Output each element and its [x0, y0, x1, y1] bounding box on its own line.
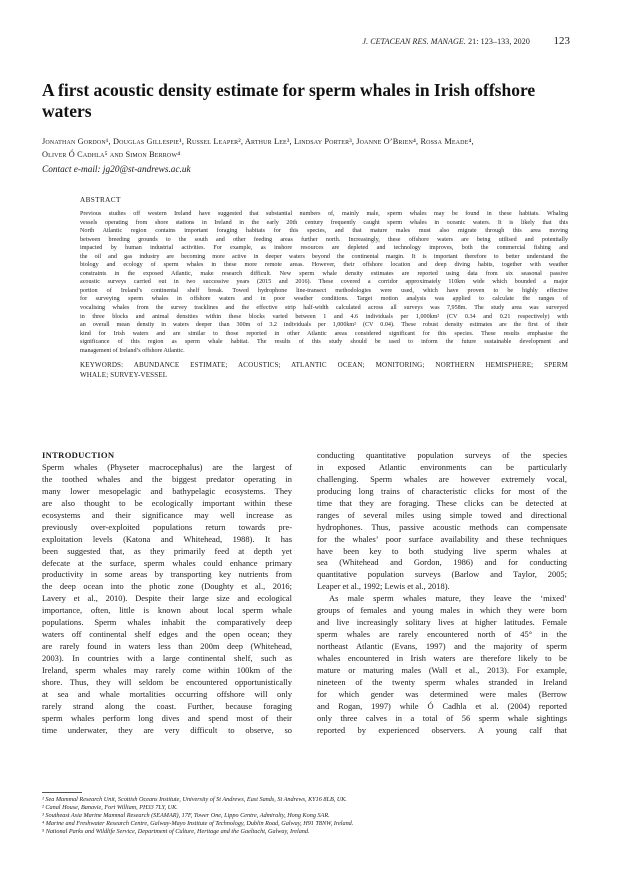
abstract-line: significance of this region as sperm whale habitat. The results of this study should be used to inform the future sustainable development and	[80, 339, 568, 346]
right-column	[317, 450, 567, 737]
abstract-line: vocalising whales from the survey tracklines and the effective strip half-width calculated across all surveys was 7,958m. The study area was surveyed	[80, 305, 568, 312]
article-title: A first acoustic density estimate for sperm whales in Irish offshore waters	[42, 80, 536, 121]
body-line: been suggested that, as they primarily feed at depth yet	[42, 545, 292, 556]
page-number: 123	[553, 35, 570, 47]
body-line: at sea and whale mortalities occurring offshore will only	[42, 688, 292, 699]
body-line: mature or maturing males (Wall et al., 2013). For example,	[317, 664, 567, 675]
body-line: are also thought to be ecologically important within these	[42, 497, 292, 508]
abstract-line: management of Ireland’s offshore Atlantic.	[80, 347, 185, 354]
abstract-line: kind for Irish waters and are similar to those reported in other Atlantic areas considered significant for this species. These results emphasise the	[80, 330, 568, 337]
abstract-line: North Atlantic region contains important foraging habitats for this species, and that mature males must also migrate through this area moving	[80, 228, 568, 235]
body-line: Lavery et al., 2010). Despite their large size and ecological	[42, 593, 292, 604]
body-line: importance, often, little is known about local sperm whale	[42, 605, 292, 616]
body-line: time that they are foraging. These clicks can be detected at	[317, 497, 567, 508]
body-line: nineteen of the twenty sperm whales stranded in Ireland	[317, 676, 567, 687]
abstract-line: the oil and gas industry are becoming more active in deeper waters beyond the continental margin. It is important therefore to better understand the	[80, 253, 568, 260]
footnote: ² Canal House, Banavie, Fort William, PH33 7LY, UK.	[42, 804, 178, 812]
body-line: waters off continental shelf edges and the open ocean; they	[42, 629, 292, 640]
abstract-line: constraints in the exposed Atlantic, make research difficult. New sperm whale density estimates are reported using data from six seasonal passive	[80, 270, 568, 277]
abstract-heading: ABSTRACT	[80, 196, 121, 204]
section-heading: INTRODUCTION	[42, 450, 115, 460]
body-line: ranges of several miles using simple towed and directional	[317, 509, 567, 520]
keywords	[80, 361, 568, 380]
footnote: ³ Southeast Asia Marine Mammal Research (SEAMAR), 17F, Tower One, Lippo Centre, Admiralty, Hong Kong SAR.	[42, 812, 330, 820]
body-line: challenging. Sperm whales are however extremely vocal,	[317, 473, 567, 484]
abstract-text	[80, 210, 568, 355]
body-line: ecosystems and their significance may well increase as	[42, 509, 292, 520]
abstract-line: portion of Ireland’s continental shelf break. Towed hydrophone line-transect methodologies were used, which have proven to be highly effective	[80, 287, 568, 294]
abstract	[80, 196, 568, 380]
author-list	[42, 136, 582, 161]
body-line: reported by experienced observers. A young calf that	[317, 724, 567, 735]
body-line: sea (Whitehead and Gordon, 1986) and for conducting	[317, 557, 567, 568]
body-line: As male sperm whales mature, they leave the ‘mixed’	[329, 593, 567, 604]
body-line: previously over-exploited populations return towards pre-	[42, 521, 292, 532]
body-line: producing long trains of characteristic clicks for most of the	[317, 485, 567, 496]
footnotes	[42, 796, 582, 836]
author-line: Oliver Ó Cadhla⁵ and Simon Berrow⁴	[42, 149, 181, 159]
body-line: are rarely found in waters less than 200m deep (Whitehead,	[42, 641, 292, 652]
body-line: quantitative population surveys (Barlow and Taylor, 2005;	[317, 569, 567, 580]
body-line: Ireland, sperm whales may rarely come within 100km of the	[42, 664, 292, 675]
footnote: ¹ Sea Mammal Research Unit, Scottish Oceans Institute, University of St Andrews, East Sands, St Andrews, KY16 8LB, UK.	[42, 796, 347, 803]
journal-name: J. CETACEAN RES. MANAGE.	[362, 37, 466, 46]
body-line: have been key to both studying live sperm whales at	[317, 545, 567, 556]
body-line: northeast Atlantic (Evans, 1997) and the majority of sperm	[317, 641, 567, 651]
keywords-line: KEYWORDS: ABUNDANCE ESTIMATE; ACOUSTICS; ATLANTIC OCEAN; MONITORING; NORTHERN HEMISPHERE; SPERM	[80, 361, 568, 370]
body-line: exploitation levels (Katona and Whitehead, 1988). It has	[42, 533, 292, 544]
body-line: time underwater, they are very difficult to observe, so	[42, 724, 292, 735]
body-line: and Rogan, 1997) while Ó Cadhla et al. (2004) reported	[317, 700, 567, 711]
body-line: Leaper et al., 1992; Lewis et al., 2018).	[317, 581, 450, 592]
abstract-line: Previous studies off western Ireland have suggested that substantial numbers of, mainly male, sperm whales may be found in these habitats. Whaling	[80, 211, 568, 217]
body-line: 2003). In countries with a large continental shelf, such as	[42, 653, 292, 663]
body-line: many lower mesopelagic and bathypelagic ecosystems. They	[42, 485, 292, 496]
body-line: the toothed whales and the biggest predator operating in	[42, 473, 292, 484]
body-line: and live increasingly solitary lives at higher latitudes. Female	[317, 617, 567, 628]
abstract-line: an overall mean density in waters deeper than 300m of 3.2 individuals per 1,000km² (CV 0.04). These robust density estimates are the first of their	[80, 322, 568, 329]
body-line: shore. Thus, they will seldom be encountered opportunistically	[42, 676, 292, 687]
abstract-line: for surveying sperm whales in offshore waters and in poor weather conditions. Target motion analysis was applied to calculate the ranges of	[80, 296, 568, 303]
abstract-line: between breeding grounds to the south and other feeding areas further north. Increasingly, these offshore waters are being utilised and potentially	[80, 236, 568, 243]
journal-citation	[362, 37, 530, 46]
footnote: ⁴ Marine and Freshwater Research Centre, Galway-Mayo Institute of Technology, Dublin Road, Galway, H91 T8NW, Ireland.	[42, 820, 354, 828]
footnote: ⁵ National Parks and Wildlife Service, Department of Culture, Heritage and the Gaeltacht, Galway, Ireland.	[42, 828, 310, 836]
keywords-line: WHALE; SURVEY-VESSEL	[80, 370, 168, 379]
body-line: for the whales’ poor surface availability and these techniques	[317, 533, 567, 544]
body-line: Sperm whales (Physeter macrocephalus) are the largest of	[42, 462, 292, 472]
body-line: productivity in some areas by transporting key nutrients from	[42, 569, 292, 580]
body-line: sperm whales are rarely encountered north of 45° in the	[317, 629, 567, 640]
abstract-line: biology and ecology of sperm whales in these more remote areas. However, their offshore location and deep diving habits, together with weather	[80, 262, 568, 269]
abstract-line: in three blocks and animal densities within these blocks varied between 1 and 4.6 individuals per 1,000km² (CV 0.34 and 0.21 respectively) with	[80, 313, 568, 320]
abstract-line: impacted by human industrial activities. For example, as inshore resources are depleted and technology improves, both the commercial fishing and	[80, 245, 568, 252]
author-line: Jonathan Gordon¹, Douglas Gillespie¹, Russel Leaper², Arthur Lee³, Lindsay Porter³, Joanne O’Brien⁴, Rossa Meade⁴,	[42, 137, 474, 146]
body-line: the deep ocean into the photic zone (Doughty et al., 2016;	[42, 581, 292, 592]
body-line: groups of females and young males in which they were born	[317, 605, 567, 616]
body-line: sperm whales perform long dives and spend most of their	[42, 712, 292, 723]
body-line: conducting quantitative population surveys of the species	[317, 450, 567, 460]
volume-pages: 21: 123–133, 2020	[468, 37, 530, 46]
body-line: rarely strand along the coast. Further, because foraging	[42, 700, 292, 711]
footnote-divider	[42, 792, 82, 793]
body-line: only three calves in a total of 56 sperm whale sightings	[317, 712, 567, 723]
abstract-line: vessels operating from shore stations in Ireland in the early 20th century frequently caught sperm whales in oceanic waters. It is likely that this	[80, 219, 568, 226]
body-line: hydrophones. Thus, passive acoustic methods can compensate	[317, 521, 567, 532]
body-line: populations. Sperm whales inhabit the comparatively deep	[42, 617, 292, 628]
abstract-line: acoustic surveys carried out in two successive years (2015 and 2016). These covered a corridor approximately 110km wide which bounded a major	[80, 279, 568, 286]
body-line: for which gender was determined were males (Berrow	[317, 688, 567, 699]
running-head	[40, 37, 570, 51]
body-line: whales encountered in Irish waters are therefore likely to be	[317, 652, 567, 663]
body-line: defecate at the surface, sperm whales could enhance primary	[42, 557, 292, 568]
left-column	[42, 450, 292, 737]
body-line: in exposed Atlantic environments can be particularly	[317, 461, 567, 472]
contact-email[interactable]: Contact e-mail: jg20@st-andrews.ac.uk	[42, 165, 191, 175]
